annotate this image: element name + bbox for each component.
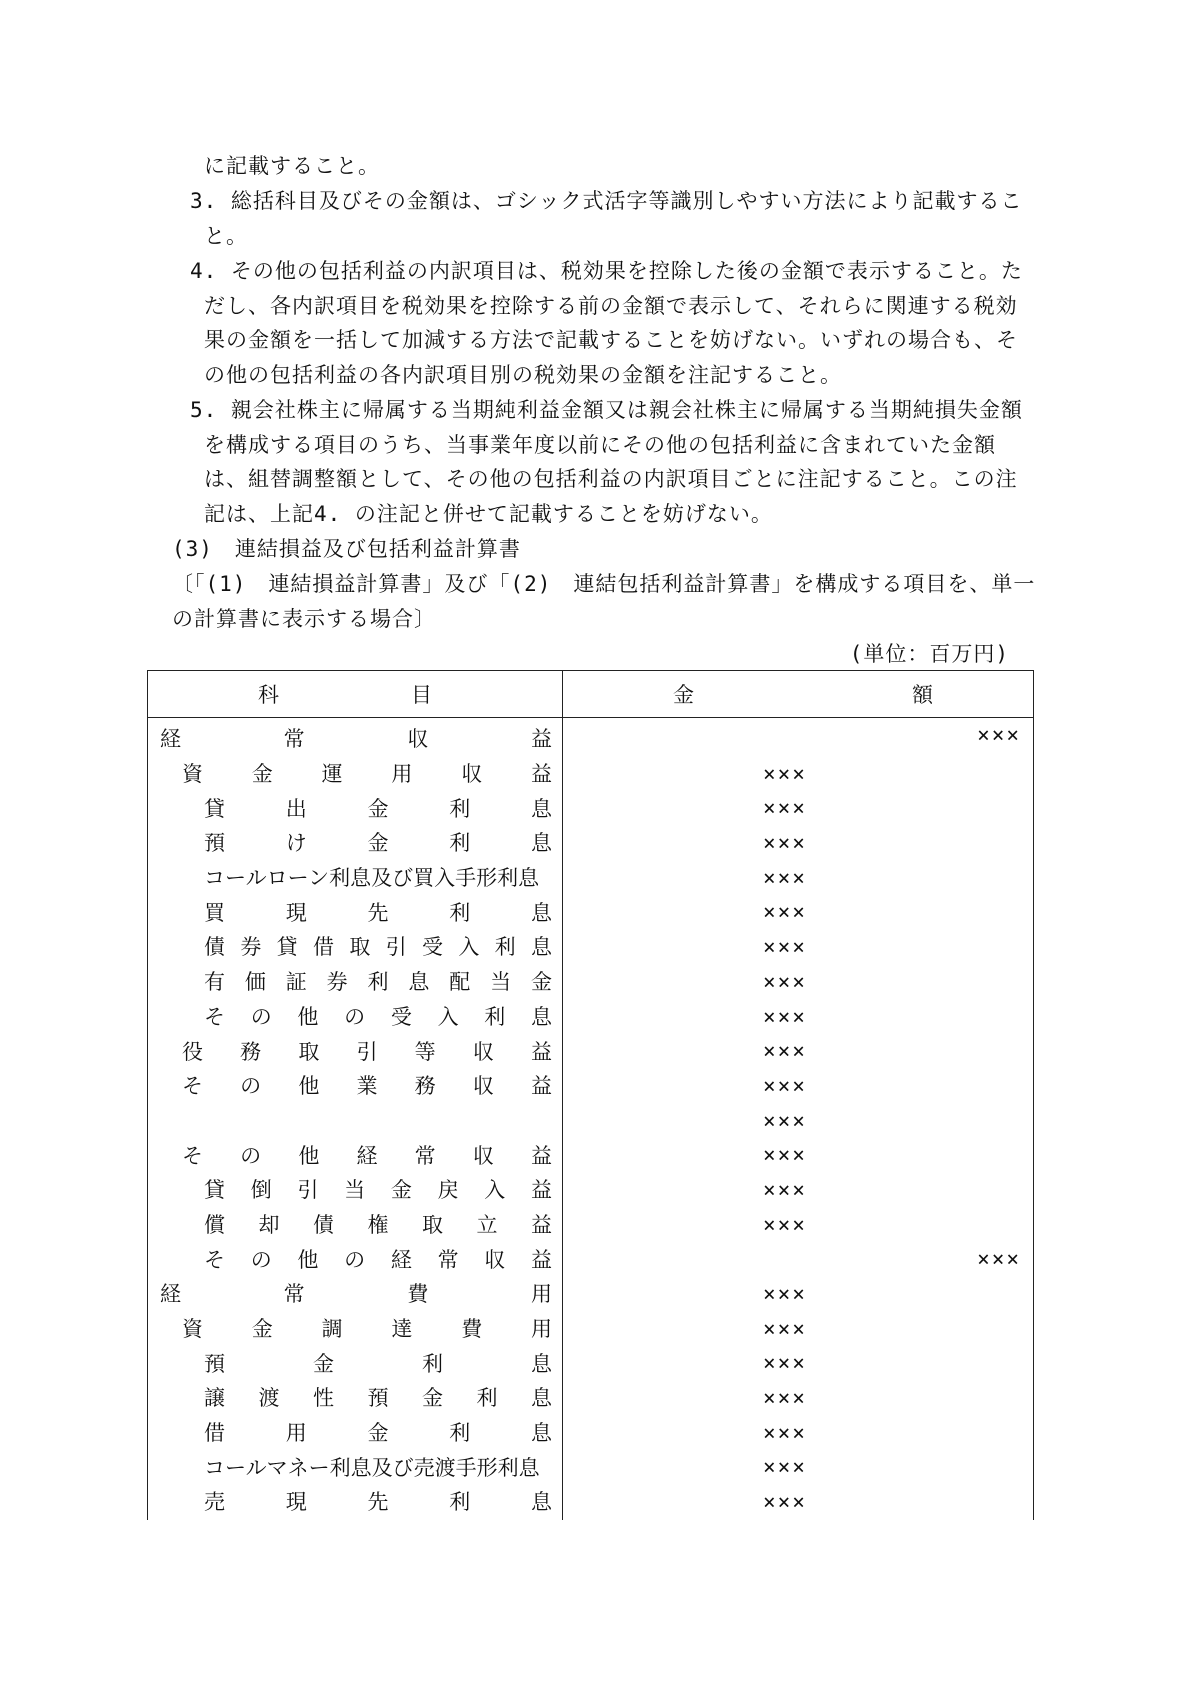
row-amount-cell bbox=[563, 1277, 1034, 1312]
table-row bbox=[148, 1416, 1034, 1451]
income-statement-table bbox=[147, 670, 1034, 1520]
row-amount-cell bbox=[563, 930, 1034, 965]
row-label: 譲渡性預金利息 bbox=[204, 1386, 552, 1411]
row-label-cell bbox=[148, 1450, 563, 1485]
row-label-cell bbox=[148, 1208, 563, 1243]
table-row bbox=[148, 1208, 1034, 1243]
row-label: 役務取引等収益 bbox=[182, 1039, 552, 1064]
amount-value: ××× bbox=[763, 1420, 807, 1445]
row-label: 預け金利息 bbox=[204, 831, 552, 856]
row-label: その他経常収益 bbox=[182, 1143, 552, 1168]
row-label-cell bbox=[148, 861, 563, 896]
row-label-cell bbox=[148, 1381, 563, 1416]
row-label: 経常収益 bbox=[160, 727, 552, 752]
row-amount-cell bbox=[563, 718, 1034, 757]
row-label-cell bbox=[148, 1416, 563, 1451]
amount-value: ××× bbox=[763, 761, 807, 786]
table-row bbox=[148, 1277, 1034, 1312]
row-amount-cell bbox=[563, 1104, 1034, 1139]
table-row bbox=[148, 1104, 1034, 1139]
note-line: 4. その他の包括利益の内訳項目は、税効果を控除した後の金額で表示すること。た bbox=[190, 259, 1023, 283]
row-label-cell bbox=[148, 895, 563, 930]
note-line: は、組替調整額として、その他の包括利益の内訳項目ごとに注記すること。この注 bbox=[204, 467, 1018, 491]
row-amount-cell bbox=[563, 1381, 1034, 1416]
row-label-cell bbox=[148, 965, 563, 1000]
table-row bbox=[148, 1138, 1034, 1173]
row-amount-cell bbox=[563, 1208, 1034, 1243]
row-label: 貸倒引当金戻入益 bbox=[204, 1178, 552, 1203]
note-line: を構成する項目のうち、当事業年度以前にその他の包括利益に含まれていた金額 bbox=[204, 433, 996, 457]
table-row bbox=[148, 791, 1034, 826]
row-label: 債券貸借取引受入利息 bbox=[204, 935, 552, 960]
note-line: の他の包括利益の各内訳項目別の税効果の金額を注記すること。 bbox=[204, 363, 842, 387]
row-label-cell bbox=[148, 1104, 563, 1139]
row-label-cell bbox=[148, 1312, 563, 1347]
table-row bbox=[148, 1450, 1034, 1485]
amount-value: ××× bbox=[763, 1108, 807, 1133]
row-label: その他の受入利息 bbox=[204, 1004, 552, 1029]
row-label: 買現先利息 bbox=[204, 900, 552, 925]
row-amount-cell bbox=[563, 1000, 1034, 1035]
note-line: 果の金額を一括して加減する方法で記載することを妨げない。いずれの場合も、そ bbox=[204, 328, 1018, 352]
row-amount-cell bbox=[563, 1416, 1034, 1451]
row-label: 売現先利息 bbox=[204, 1490, 552, 1515]
row-label-cell bbox=[148, 1242, 563, 1277]
row-amount-cell bbox=[563, 791, 1034, 826]
amount-value: ××× bbox=[763, 900, 807, 925]
row-amount-cell bbox=[563, 1242, 1034, 1277]
row-label: 貸出金利息 bbox=[204, 796, 552, 821]
row-amount-cell bbox=[563, 1173, 1034, 1208]
row-amount-cell bbox=[563, 965, 1034, 1000]
row-label-cell bbox=[148, 1173, 563, 1208]
row-amount-cell bbox=[563, 826, 1034, 861]
row-label-cell bbox=[148, 1346, 563, 1381]
table-row bbox=[148, 1173, 1034, 1208]
total-value: ××× bbox=[977, 1247, 1021, 1272]
amount-value: ××× bbox=[763, 1490, 807, 1515]
amount-value: ××× bbox=[763, 935, 807, 960]
amount-value: ××× bbox=[763, 1039, 807, 1064]
section-heading: (3) 連結損益及び包括利益計算書 bbox=[172, 537, 521, 561]
row-amount-cell bbox=[563, 757, 1034, 792]
amount-value: ××× bbox=[763, 1386, 807, 1411]
row-label: 資金運用収益 bbox=[182, 762, 552, 787]
table-row bbox=[148, 1346, 1034, 1381]
row-label: 有価証券利息配当金 bbox=[204, 970, 552, 995]
row-label: コールマネー利息及び売渡手形利息 bbox=[204, 1455, 540, 1480]
header-amount: 金額 bbox=[563, 671, 1034, 718]
row-amount-cell bbox=[563, 895, 1034, 930]
amount-value: ××× bbox=[763, 1212, 807, 1237]
amount-value: ××× bbox=[763, 1177, 807, 1202]
row-amount-cell bbox=[563, 1069, 1034, 1104]
amount-value: ××× bbox=[763, 1143, 807, 1168]
row-amount-cell bbox=[563, 1312, 1034, 1347]
row-label-cell bbox=[148, 791, 563, 826]
note-line: だし、各内訳項目を税効果を控除する前の金額で表示して、それらに関連する税効 bbox=[204, 294, 1018, 318]
note-line: 3. 総括科目及びその金額は、ゴシック式活字等識別しやすい方法により記載するこ bbox=[190, 189, 1023, 213]
amount-value: ××× bbox=[763, 1004, 807, 1029]
amount-value: ××× bbox=[763, 831, 807, 856]
table-row bbox=[148, 1242, 1034, 1277]
unit-label: (単位：百万円) bbox=[849, 642, 1009, 666]
amount-value: ××× bbox=[763, 969, 807, 994]
row-amount-cell bbox=[563, 1138, 1034, 1173]
amount-value: ××× bbox=[763, 1316, 807, 1341]
row-label-cell bbox=[148, 930, 563, 965]
table-row bbox=[148, 895, 1034, 930]
section-description: の計算書に表示する場合〕 bbox=[172, 607, 436, 631]
section-description: 〔「(1) 連結損益計算書」及び「(2) 連結包括利益計算書」を構成する項目を、単一 bbox=[172, 572, 1036, 596]
row-label: 預金利息 bbox=[204, 1351, 552, 1376]
amount-value: ××× bbox=[763, 1073, 807, 1098]
amount-value: ××× bbox=[763, 796, 807, 821]
row-amount-cell bbox=[563, 861, 1034, 896]
amount-value: ××× bbox=[763, 1351, 807, 1376]
row-label-cell bbox=[148, 826, 563, 861]
row-label: その他業務収益 bbox=[182, 1074, 552, 1099]
table-row bbox=[148, 1000, 1034, 1035]
table-row bbox=[148, 1381, 1034, 1416]
table-row bbox=[148, 1312, 1034, 1347]
row-amount-cell bbox=[563, 1450, 1034, 1485]
table-row bbox=[148, 826, 1034, 861]
table-row bbox=[148, 1069, 1034, 1104]
row-label-cell bbox=[148, 757, 563, 792]
note-line: 5. 親会社株主に帰属する当期純利益金額又は親会社株主に帰属する当期純損失金額 bbox=[190, 398, 1023, 422]
note-line: に記載すること。 bbox=[204, 154, 380, 178]
table-row bbox=[148, 1485, 1034, 1520]
table-header-row bbox=[148, 671, 1034, 718]
row-label-cell bbox=[148, 1000, 563, 1035]
row-label: その他の経常収益 bbox=[204, 1247, 552, 1272]
amount-value: ××× bbox=[763, 1455, 807, 1480]
row-amount-cell bbox=[563, 1485, 1034, 1520]
note-line: 記は、上記4. の注記と併せて記載することを妨げない。 bbox=[204, 502, 773, 526]
table-row bbox=[148, 861, 1034, 896]
row-label: 償却債権取立益 bbox=[204, 1212, 552, 1237]
header-item: 科目 bbox=[148, 671, 563, 718]
table-row bbox=[148, 757, 1034, 792]
row-label: 資金調達費用 bbox=[182, 1317, 552, 1342]
table-row bbox=[148, 965, 1034, 1000]
row-label: 借用金利息 bbox=[204, 1421, 552, 1446]
row-label-cell bbox=[148, 1034, 563, 1069]
table-row bbox=[148, 718, 1034, 757]
row-label-cell bbox=[148, 1138, 563, 1173]
table-row bbox=[148, 930, 1034, 965]
table-row bbox=[148, 1034, 1034, 1069]
row-amount-cell bbox=[563, 1034, 1034, 1069]
note-line: と。 bbox=[204, 224, 248, 248]
row-label-cell bbox=[148, 1485, 563, 1520]
amount-value: ××× bbox=[763, 865, 807, 890]
row-label: 経常費用 bbox=[160, 1282, 552, 1307]
row-label-cell bbox=[148, 1277, 563, 1312]
row-label-cell bbox=[148, 1069, 563, 1104]
total-value: ××× bbox=[977, 723, 1021, 747]
amount-value: ××× bbox=[763, 1282, 807, 1306]
row-label: コールローン利息及び買入手形利息 bbox=[204, 866, 540, 891]
row-amount-cell bbox=[563, 1346, 1034, 1381]
row-label-cell bbox=[148, 718, 563, 757]
